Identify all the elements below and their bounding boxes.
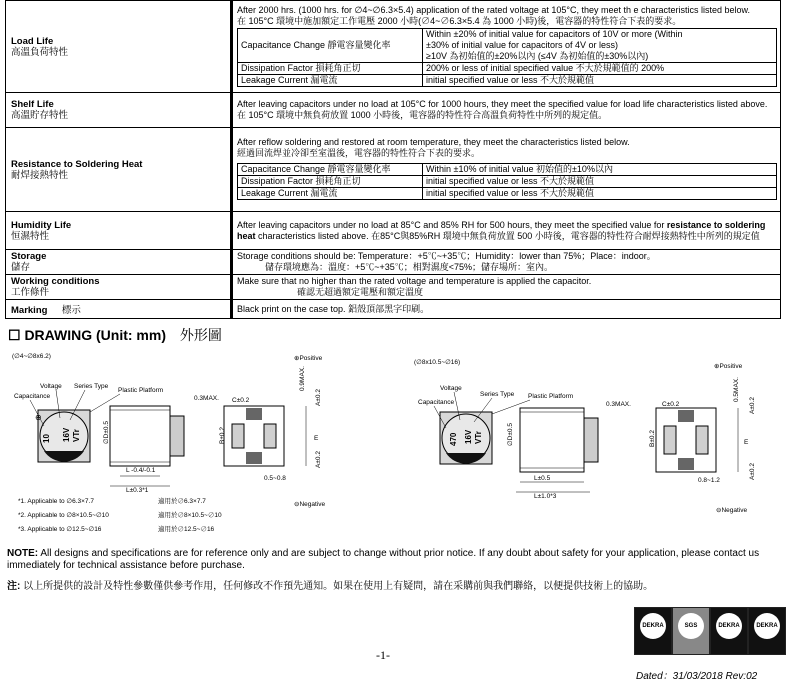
right-capacitance-label: Capacitance (418, 399, 455, 406)
left-side-body (110, 406, 170, 466)
drawing-title (8, 325, 222, 345)
value-line: ±30% of initial value for capacitors of 4V or less) (426, 39, 619, 50)
label-zh: 標示 (61, 305, 81, 316)
right-lead-tab-top (678, 410, 694, 422)
left-plus-icon: ⊕ (35, 413, 42, 422)
working-text: Make sure that no higher than the rated voltage and temperature is applied the capacitor. (237, 276, 592, 286)
label-zh: 高溫貯存特性 (11, 110, 69, 121)
right-l-min: L±1.0*3 (534, 493, 557, 500)
left-a-dim-2: A±0.2 (315, 451, 322, 468)
footnote-zh: 適用於∅12.5~∅16 (158, 526, 215, 533)
value-cell (423, 28, 777, 62)
left-cap-value: 10 (42, 434, 51, 443)
drawing-left (0, 348, 390, 538)
right-e-dim: E (744, 439, 749, 446)
humidity-text-a: After leaving capacitors under no load at 85°C and 85% RH for 500 hours, they meet the specified value for (237, 219, 667, 230)
label-en: Resistance to Soldering Heat (11, 158, 143, 170)
footnote-zh: 適用於∅6.3×7.7 (158, 498, 206, 505)
right-positive-label: ⊕Positive (714, 363, 743, 370)
left-cap-series: VTr (72, 429, 81, 442)
left-c-dim: C±0.2 (232, 397, 250, 404)
value-working (232, 275, 781, 300)
table-row (238, 164, 777, 176)
value-shelf-life (232, 93, 781, 128)
key-cell: Dissipation Factor 損耗角正切 (238, 62, 423, 74)
left-negative-label: ⊖Negative (294, 501, 326, 508)
soldering-intro-en: After reflow soldering and restored at room temperature, they meet the characteristics listed below. (237, 137, 630, 147)
storage-text-zh: 儲存環境應為：溫度：+5℃~+35℃；相對濕度<75%；儲存場所：室內。 (265, 262, 554, 272)
table-row (238, 28, 777, 62)
row-storage (6, 250, 781, 275)
right-max05: 0.5MAX. (733, 377, 740, 402)
left-series-label: Series Type (74, 383, 109, 390)
row-working (6, 275, 781, 300)
drawing-right (400, 354, 790, 524)
note-text: All designs and specifications are for reference only and are subject to change without prior notice. If any doubt about safety for your application, please contact us immediately for technical assistance before purchase. (7, 548, 760, 571)
load-life-table (237, 28, 777, 87)
label-working (6, 275, 232, 300)
label-marking (6, 300, 232, 319)
dated-revision: Dated：31/03/2018 Rev:02 (636, 671, 758, 682)
left-w-dim: 0.5~0.8 (264, 475, 286, 482)
left-lead-tab-top (246, 408, 262, 420)
dekra-logo-1: DEKRA (634, 607, 672, 655)
left-max09: 0.9MAX. (299, 366, 306, 391)
value-cell: initial specified value or less 不大於規範值 (423, 188, 777, 200)
right-w-dim: 0.8~1.2 (698, 477, 720, 484)
note-zh-label: 注: (7, 581, 21, 592)
row-marking (6, 300, 781, 319)
humidity-text-zh: 在85°C與85%RH 環境中無負荷放置 500 小時後，電容器的特性符合耐焊接熱特性中所列的規定值 (371, 230, 760, 241)
key-cell: Dissipation Factor 損耗角正切 (238, 176, 423, 188)
label-en: Storage (11, 251, 47, 262)
key-cell: Capacitance Change 靜電容量變化率 (238, 28, 423, 62)
left-lead-neg (232, 424, 244, 448)
value-cell: initial specified value or less 不大於規範值 (423, 176, 777, 188)
right-lead-neg (664, 426, 676, 454)
key-cell: Leakage Current 漏電流 (238, 74, 423, 86)
page-number: -1- (376, 648, 390, 662)
row-shelf-life (6, 93, 781, 128)
left-side-platform (170, 416, 184, 456)
note-zh (7, 581, 785, 593)
value-storage (232, 250, 781, 275)
label-soldering (6, 128, 232, 212)
sgs-logo: SGS (672, 607, 710, 655)
left-b-dim: B±0.2 (219, 427, 226, 444)
table-row (238, 74, 777, 86)
table-row (238, 176, 777, 188)
key-cell: Capacitance Change 靜電容量變化率 (238, 164, 423, 176)
label-zh: 高溫負荷特性 (11, 46, 69, 58)
working-text-zh: 確認无超過額定電壓和額定溫度 (297, 287, 424, 297)
right-cap-voltage: 16V (464, 429, 473, 444)
right-cap-series: VTr (474, 431, 483, 444)
row-humidity (6, 212, 781, 250)
label-shelf-life (6, 93, 232, 128)
footnote-en: *2. Applicable to ∅8×10.5~∅10 (18, 512, 109, 519)
dekra-logo-3: DEKRA (748, 607, 786, 655)
value-line: ≥10V 為初始值的±20%以內 (≤4V 為初始值的±30%以內) (426, 50, 649, 61)
left-size-label: (∅4~∅8x6.2) (12, 353, 51, 360)
value-cell: Within ±10% of initial value 初始值的±10%以內 (423, 164, 777, 176)
footnote-zh: 適用於∅8×10.5~∅10 (158, 512, 222, 519)
footnote-en: *3. Applicable to ∅12.5~∅16 (18, 526, 102, 533)
label-zh: 耐焊接熱特性 (11, 169, 69, 181)
right-lead-tab-bottom (678, 458, 694, 470)
right-series-label: Series Type (480, 391, 515, 398)
table-row (238, 62, 777, 74)
dekra-logo-2: DEKRA (710, 607, 748, 655)
value-cell: initial specified value or less 不大於規範值 (423, 74, 777, 86)
right-plastic-label: Plastic Platform (528, 393, 574, 400)
right-d-dim: ∅D±0.5 (507, 423, 514, 446)
load-life-intro-zh: 在 105°C 環境中施加額定工作電壓 2000 小時(∅4~∅6.3×5.4 為 1000 小時)後，電容器的特性符合下表的要求。 (237, 15, 682, 26)
right-a-dim: A±0.2 (749, 397, 756, 414)
label-humidity (6, 212, 232, 250)
left-capacitance-label: Capacitance (14, 393, 51, 400)
right-side-platform (584, 418, 598, 462)
drawing-title-en: ☐ DRAWING (Unit: mm) (8, 327, 166, 343)
key-cell: Leakage Current 漏電流 (238, 188, 423, 200)
label-en: Load Life (11, 35, 54, 47)
soldering-table (237, 163, 777, 200)
value-humidity (232, 212, 781, 250)
left-l-dim: L±0.3*1 (126, 487, 149, 494)
right-a-dim-2: A±0.2 (749, 463, 756, 480)
left-positive-label: ⊕Positive (294, 355, 323, 362)
right-voltage-label: Voltage (440, 385, 462, 392)
left-d-dim: ∅D±0.5 (103, 421, 110, 444)
value-line: Within ±20% of initial value for capacitors of 10V or more (Within (426, 28, 683, 39)
row-soldering (6, 128, 781, 212)
left-max03: 0.3MAX. (194, 395, 219, 402)
label-en: Humidity Life (11, 219, 72, 231)
storage-text: Storage conditions should be: Temperature：+5℃~+35℃；Humidity：lower than 75%；Place：indoor。 (237, 251, 656, 261)
note-zh-text: 以上所提供的設計及特性參數僅供參考作用，任何修改不作預先通知。如果在使用上有疑問，請在采購前與我們聯絡，以便提供技術上的協助。 (20, 581, 654, 592)
label-zh: 恒濕特性 (11, 230, 50, 242)
soldering-intro-zh: 經過回流焊並冷卻至室溫後，電容器的特性符合下表的要求。 (237, 148, 481, 158)
label-en: Shelf Life (11, 99, 54, 110)
humidity-text-c: characteristics listed above. (255, 230, 369, 241)
note-label: NOTE: (7, 548, 39, 559)
shelf-life-text-zh: 在 105°C 環境中無負荷放置 1000 小時後，電容器的特性符合高溫負荷特性中所列的規定值。 (237, 110, 608, 120)
right-cap-value: 470 (449, 432, 458, 446)
left-a-dim: A±0.2 (315, 389, 322, 406)
right-negative-label: ⊖Negative (716, 507, 748, 514)
right-size-label: (∅8x10.5~∅16) (414, 359, 461, 366)
label-en: Marking (11, 305, 48, 316)
label-zh: 儲存 (11, 262, 31, 273)
left-e-dim: E (314, 435, 319, 442)
right-lead-pos (696, 426, 708, 454)
left-lead-tab-bottom (246, 452, 262, 464)
spec-table (5, 0, 781, 319)
label-en: Working conditions (11, 276, 100, 287)
label-load-life (6, 1, 232, 93)
left-lead-pos (264, 424, 276, 448)
left-l-min: L -0.4/-0.1 (126, 467, 156, 474)
value-marking: Black print on the case top. 鋁殼頂部黑字印刷。 (232, 300, 781, 319)
load-life-intro-en: After 2000 hrs. (1000 hrs. for ∅4~∅6.3×5.4) application of the rated voltage at 105°C, they meet th e characteristics listed below. (237, 4, 751, 15)
left-footnotes (18, 496, 222, 533)
label-storage (6, 250, 232, 275)
right-max03: 0.3MAX. (606, 401, 631, 408)
right-side-body (520, 408, 584, 472)
left-cap-voltage: 16V (62, 427, 71, 442)
right-l-dim: L±0.5 (534, 475, 551, 482)
row-load-life (6, 1, 781, 93)
footnote-en: *1. Applicable to ∅6.3×7.7 (18, 498, 94, 505)
note-en (7, 548, 785, 572)
left-voltage-label: Voltage (40, 383, 62, 390)
left-plastic-label: Plastic Platform (118, 387, 164, 394)
right-c-dim: C±0.2 (662, 401, 680, 408)
right-b-dim: B±0.2 (649, 430, 656, 447)
value-cell: 200% or less of initial specified value 不大於規範值的 200% (423, 62, 777, 74)
value-soldering (232, 128, 781, 212)
label-zh: 工作條件 (11, 287, 50, 298)
humidity-text-b: resistance to soldering heat (237, 219, 766, 241)
drawing-title-zh: 外形圖 (179, 327, 222, 343)
table-row (238, 188, 777, 200)
value-load-life (232, 1, 781, 93)
shelf-life-text: After leaving capacitors under no load at 105°C for 1000 hours, they meet the specified value for load life characteristics listed above. (237, 99, 768, 109)
